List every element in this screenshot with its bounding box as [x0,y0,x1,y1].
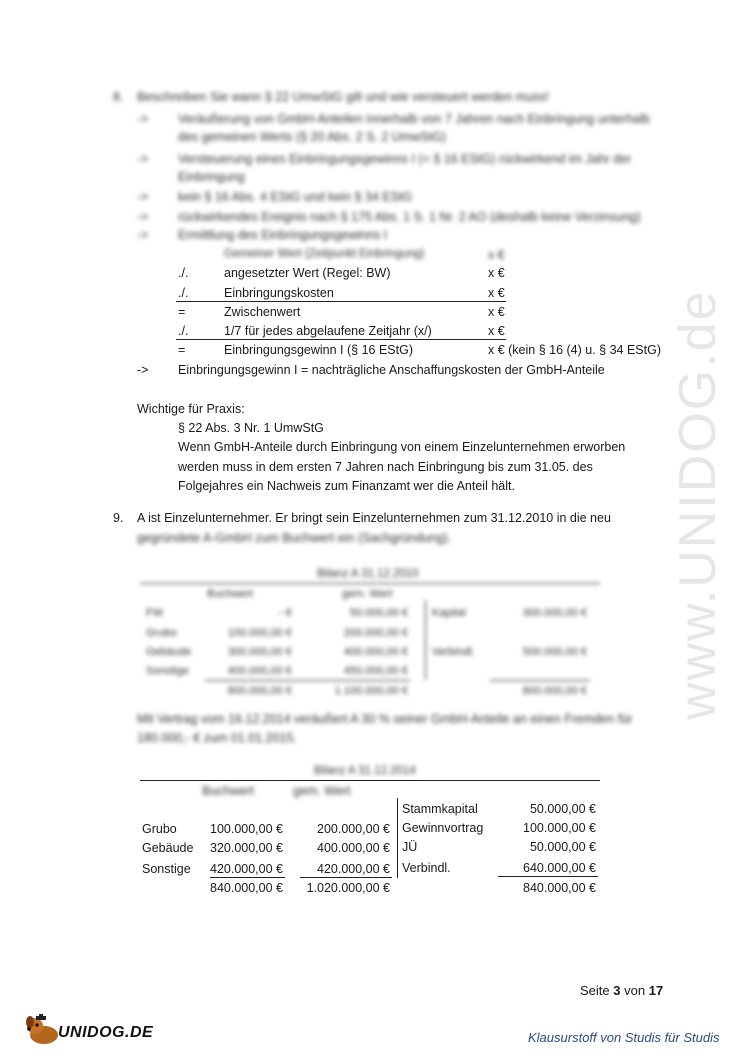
right-value: 300.000,00 € [522,607,587,619]
bilanz-divider [397,798,398,878]
row-label: Grubo [146,627,177,639]
arrow: -> [137,363,149,377]
calc-operator: = [178,343,186,357]
right-label: Stammkapital [402,802,478,816]
bilanz-rule [140,583,600,584]
contract-text: 180.000,- € zum 01.01.2015. [137,731,297,745]
column-header: Buchwert [202,784,255,798]
calc-label: Zwischenwert [224,305,301,319]
total-gw: 1.020.000,00 € [306,881,390,895]
row-gw: 400.000,00 € [317,841,390,855]
right-label: Gewinnvortrag [402,821,484,835]
row-gw: 200.000,00 € [317,822,390,836]
footer-logo: UNIDOG.DE [58,1024,154,1041]
row-bw: 100.000,00 € [227,627,292,639]
page-prefix: Seite [580,983,610,998]
right-value: 500.000,00 € [522,646,587,658]
right-label: Kapital [432,607,466,619]
row-label: Grubo [142,822,177,836]
page-number [580,983,663,998]
praxis-line: § 22 Abs. 3 Nr. 1 UmwStG [178,421,324,435]
q9-text: gegründete A-GmbH zum Buchwert ein (Sachgründung). [137,531,452,545]
row-bw: 100.000,00 € [210,822,283,836]
row-gw: 200.000,00 € [343,627,408,639]
q8-number: 8. [113,90,124,104]
praxis-line: Wenn GmbH-Anteile durch Einbringung von einem Einzelunternehmen erworben [178,440,626,454]
row-bw: 300.000,00 € [227,646,292,658]
calc-label: Einbringungsgewinn I (§ 16 EStG) [224,343,413,357]
total-bw: 800.000,00 € [227,685,292,697]
right-value: 100.000,00 € [523,821,596,835]
dog-logo-icon [22,1014,62,1046]
calc-value: x € [488,266,505,280]
calc-value: x € [488,305,505,319]
bilanz-divider [425,600,426,680]
bilanz-title: Bilanz A 31.12.2014 [314,765,416,777]
calc-label: angesetzter Wert (Regel: BW) [224,266,391,280]
page-total: 17 [648,983,664,998]
bullet-text: kein § 16 Abs. 4 EStG und kein § 34 EStG [178,190,413,204]
underline [176,339,506,340]
row-bw: 420.000,00 € [210,862,283,876]
total-bw: 840.000,00 € [210,881,283,895]
row-gw: 50.000,00 € [349,607,408,619]
arrow: -> [137,152,149,166]
bullet-text: Veräußerung von GmbH-Anteilen innerhalb von 7 Jahren nach Einbringung unterhalb [178,112,650,126]
right-label: JÜ [402,840,418,854]
row-gw: 420.000,00 € [317,862,390,876]
row-bw: - € [279,607,292,619]
column-header: Buchwert [207,588,253,600]
bilanz-rule [210,877,285,878]
right-label: Verbindl. [432,646,475,658]
calc-operator: = [178,305,186,319]
praxis-line: werden muss in dem ersten 7 Jahren nach Einbringung bis zum 31.05. des [178,460,593,474]
praxis-title: Wichtige für Praxis: [137,402,245,416]
arrow: -> [137,112,149,126]
right-label: Verbindl. [402,861,451,875]
bullet-text: Einbringung [178,170,245,184]
calc-value: x € [488,324,505,338]
contract-text: Mit Vertrag vom 16.12.2014 veräußert A 30 % seiner GmbH-Anteile an einen Fremden für [137,712,633,726]
bullet-text: Versteuerung eines Einbringungsgewinns I (= § 16 EStG) rückwirkend im Jahr der [178,152,632,166]
calc-operator: ./. [178,286,189,300]
conclusion: Einbringungsgewinn I = nachträgliche Anschaffungskosten der GmbH-Anteile [178,363,605,377]
arrow: -> [137,228,149,242]
total-gw: 1.100.000,00 € [334,685,408,697]
row-label: Sonstige [142,862,191,876]
watermark: www.UNIDOG.de [669,289,727,720]
row-label: Gebäude [142,841,194,855]
bilanz-rule [490,680,590,681]
column-header: gem. Wert [293,784,351,798]
row-bw: 400.000,00 € [227,665,292,677]
calc-label: Einbringungskosten [224,286,334,300]
praxis-line: Folgejahres ein Nachweis zum Finanzamt wer die Anteil hält. [178,479,515,493]
arrow: -> [137,210,149,224]
calc-value: x € [488,286,505,300]
row-label: FW [146,607,164,619]
q8-question: Beschreiben Sie wann § 22 UmwStG gilt und wie versteuert werden muss! [137,90,549,104]
row-label: Sonstige [146,665,189,677]
right-value: 50.000,00 € [529,840,596,854]
footer-tagline: Klausurstoff von Studis für Studis [528,1030,720,1045]
arrow: -> [137,190,149,204]
calc-value: x € (kein § 16 (4) u. § 34 EStG) [488,343,661,357]
page-middle: von [624,983,646,998]
row-gw: 400.000,00 € [343,646,408,658]
bullet-text: rückwirkendes Ereignis nach § 175 Abs. 1 S. 1 Nr. 2 AO (deshalb keine Verzinsung) [178,210,641,224]
calc-operator: ./. [178,266,189,280]
calc-operator: ./. [178,324,189,338]
bullet-text: Ermittlung des Einbringungsgewinns I [178,228,388,242]
bilanz-rule [140,780,600,781]
q9-number: 9. [113,511,124,525]
row-bw: 320.000,00 € [210,841,283,855]
bilanz-title: Bilanz A 31.12.2010 [317,568,419,580]
page-current: 3 [613,983,621,998]
right-value: 640.000,00 € [523,861,596,875]
row-gw: 450.000,00 € [343,665,408,677]
bilanz-rule [205,680,410,681]
row-label: Gebäude [146,646,192,658]
underline [176,301,506,302]
right-value: 50.000,00 € [529,802,596,816]
calc-label: Gemeiner Wert (Zeitpunkt Einbringung) [224,248,425,260]
q9-text: A ist Einzelunternehmer. Er bringt sein Einzelunternehmen zum 31.12.2010 in die neu [137,511,611,525]
bilanz-rule [300,877,392,878]
right-total: 800.000,00 € [522,685,587,697]
calc-value: x € [488,248,505,262]
calc-label: 1/7 für jedes abgelaufene Zeitjahr (x/) [224,324,432,338]
bullet-text: des gemeinen Werts (§ 20 Abs. 2 S. 2 UmwStG) [178,130,446,144]
right-total: 840.000,00 € [523,881,596,895]
bilanz-rule [498,876,598,877]
column-header: gem. Wert [342,588,393,600]
